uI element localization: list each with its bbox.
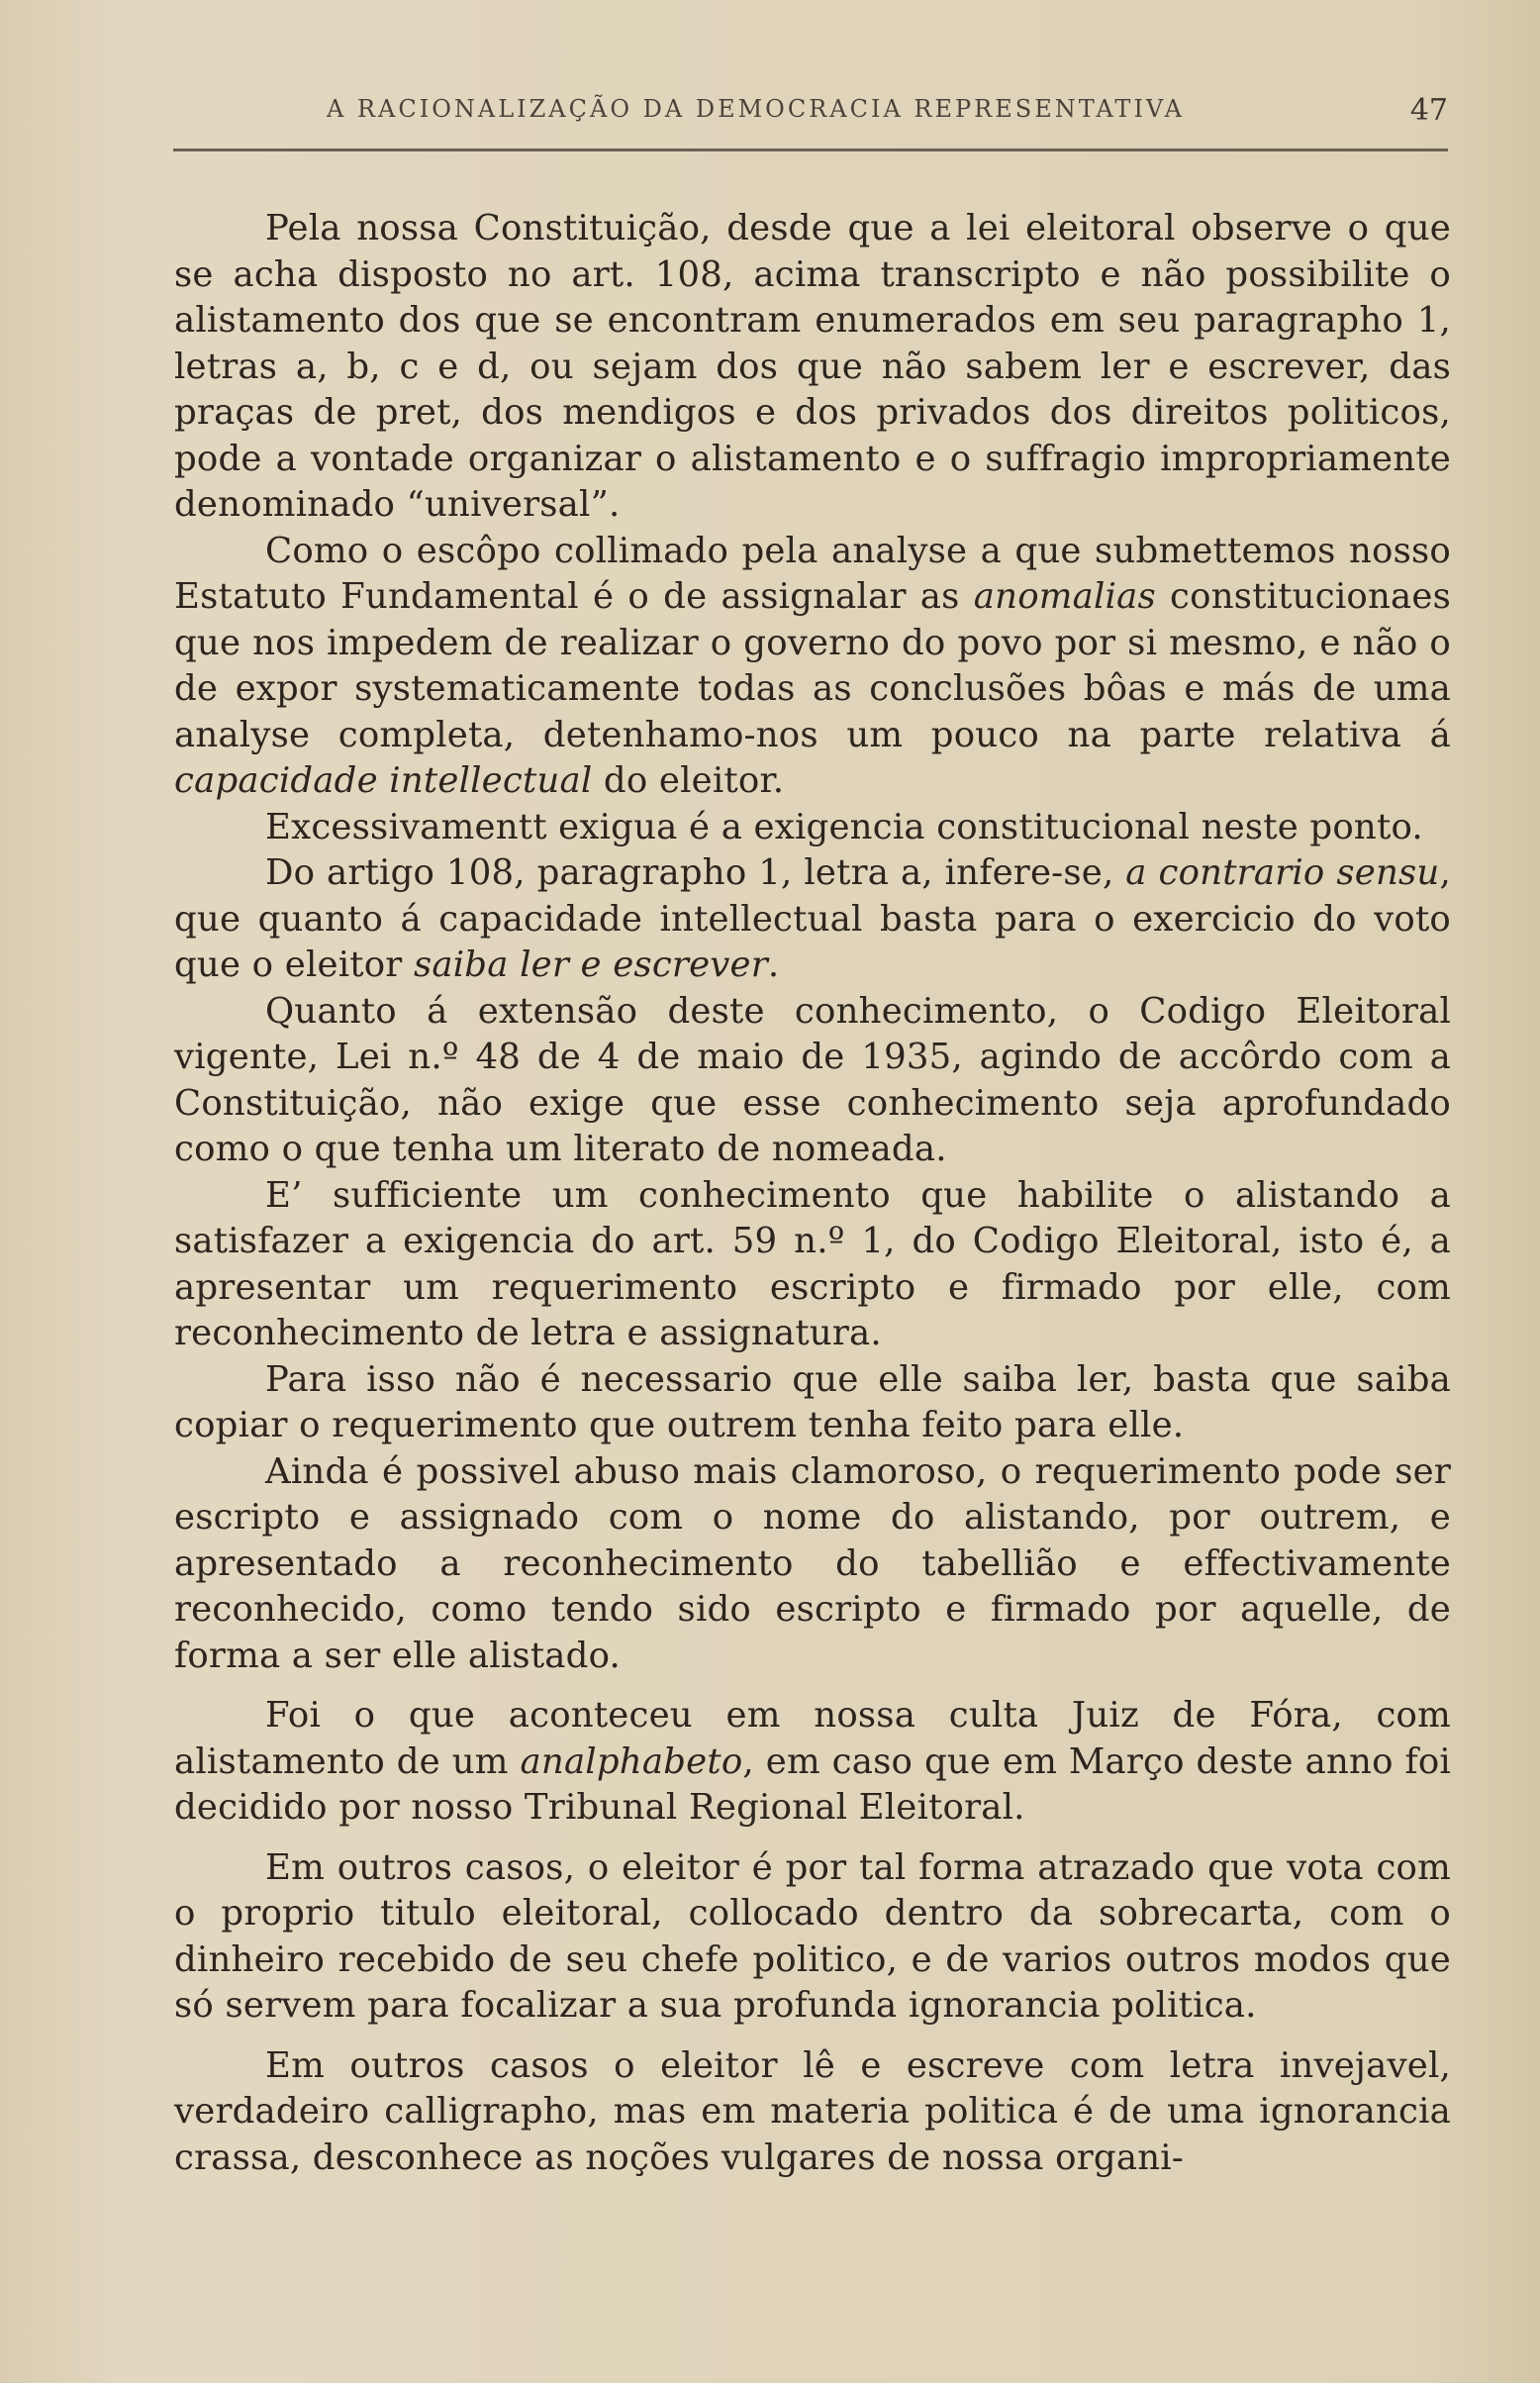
paragraph-3: Excessivamentt exigua é a exigencia constitucional neste ponto. (265, 806, 1423, 847)
header-rule (173, 149, 1448, 151)
italic-capacidade: capacidade intellectual (174, 760, 593, 801)
italic-contrario-sensu: a contrario sensu (1125, 852, 1440, 893)
body-text (174, 206, 1451, 2181)
paragraph-5: Quanto á extensão deste conhecimento, o Codigo Eleitoral vigente, Lei n.º 48 de 4 de maio de 1935, agindo de accôrdo com a Constituição, não exige que esse conhecimento seja aprofundado como o que tenha um literato de nomeada. (174, 990, 1451, 1169)
paragraph-7: Para isso não é necessario que elle saiba ler, basta que saiba copiar o requerimento que outrem tenha feito para elle. (174, 1358, 1451, 1445)
paragraph-9: Foi o que aconteceu em nossa culta Juiz de Fóra, com alistamento de um analphabeto, em caso que em Março deste anno foi decidido por nosso Tribunal Regional Eleitoral. (174, 1695, 1451, 1828)
italic-analphabeto: analphabeto (520, 1740, 743, 1782)
paragraph-1: Pela nossa Constituição, desde que a lei eleitoral observe o que se acha disposto no art. 108, acima transcripto e não possibilite o alistamento dos que se encontram enumerados em seu paragrapho 1, letras a, b, c e d, ou sejam dos que não sabem ler e escrever, das praças de pret, dos mendigos e dos privados dos direitos politicos, pode a vontade organizar o alistamento e o suffragio impropriamente denominado “universal”. (174, 208, 1451, 525)
paragraph-4: Do artigo 108, paragrapho 1, letra a, infere-se, a contrario sensu, que quanto á capacidade intellectual basta para o exercicio do voto que o eleitor saiba ler e escrever. (174, 852, 1451, 985)
paragraph-2: Como o escôpo collimado pela analyse a que submettemos nosso Estatuto Fundamental é o de assignalar as anomalias constitucionaes que nos impedem de realizar o governo do povo por si mesmo, e não o de expor systematicamente todas as conclusões bôas e más de uma analyse completa, detenhamo-nos um pouco na parte relativa á capacidade intellectual do eleitor. (174, 530, 1452, 801)
paragraph-8: Ainda é possivel abuso mais clamoroso, o requerimento pode ser escripto e assignado com o nome do alistando, por outrem, e apresentado a reconhecimento do tabellião e effectivamente reconhecido, como tendo sido escripto e firmado por aquelle, de forma a ser elle alistado. (174, 1450, 1451, 1676)
page-number: 47 (1409, 93, 1448, 128)
paragraph-11: Em outros casos o eleitor lê e escreve com letra invejavel, verdadeiro calligrapho, mas em materia politica é de uma ignorancia crassa, desconhece as noções vulgares de nossa organi- (174, 2044, 1451, 2178)
running-title: A RACIONALIZAÇÃO DA DEMOCRACIA REPRESENTATIVA (327, 95, 1185, 123)
paragraph-6: E’ sufficiente um conhecimento que habilite o alistando a satisfazer a exigencia do art. 59 n.º 1, do Codigo Eleitoral, isto é, a apresentar um requerimento escripto e firmado por elle, com reconhecimento de letra e assignatura. (174, 1174, 1451, 1353)
page-header (173, 91, 1448, 131)
italic-anomalias: anomalias (973, 576, 1156, 617)
italic-saiba-ler: saiba ler e escrever (413, 944, 768, 985)
paragraph-10: Em outros casos, o eleitor é por tal forma atrazado que vota com o proprio titulo eleitoral, collocado dentro da sobrecarta, com o dinheiro recebido de seu chefe politico, e de varios outros modos que só servem para focalizar a sua profunda ignorancia politica. (174, 1846, 1451, 2026)
